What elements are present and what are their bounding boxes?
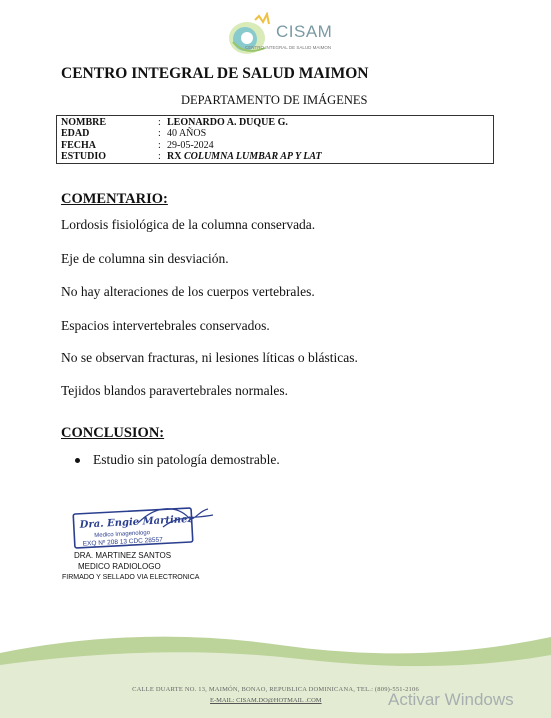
stamp-name: Dra. Engie Martinez <box>79 513 194 531</box>
signer-role: MEDICO RADIOLOGO <box>78 562 161 571</box>
signature-stamp <box>68 497 218 557</box>
comentario-line: Tejidos blandos paravertebrales normales. <box>61 383 288 398</box>
cisam-logo <box>225 12 340 60</box>
edad-separator: : <box>158 128 161 139</box>
comentario-line: Lordosis fisiológica de la columna conservada. <box>61 217 316 232</box>
estudio-prefix: RX <box>167 151 182 162</box>
estudio-separator: : <box>158 151 161 162</box>
edad-value: 40 AÑOS <box>167 128 207 139</box>
signer-name: DRA. MARTINEZ SANTOS <box>74 551 172 560</box>
nombre-separator: : <box>158 117 161 128</box>
comentario-line: Espacios intervertebrales conservados. <box>61 318 270 333</box>
comentario-line: No hay alteraciones de los cuerpos vertebrales. <box>61 284 315 299</box>
patient-info-box <box>56 115 494 164</box>
nombre-label: NOMBRE <box>61 117 106 128</box>
fecha-value: 29-05-2024 <box>167 140 214 151</box>
bullet-icon <box>75 458 80 463</box>
logo-subtitle: CENTRO INTEGRAL DE SALUD MAIMON <box>245 45 332 50</box>
signature-note: FIRMADO Y SELLADO VIA ELECTRONICA <box>62 574 200 581</box>
estudio-name: COLUMNA LUMBAR AP Y LAT <box>183 151 322 162</box>
logo-brand: CISAM <box>276 22 333 41</box>
activation-watermark: Activar Windows <box>388 690 514 709</box>
conclusion-heading: CONCLUSION: <box>61 425 165 441</box>
org-title: CENTRO INTEGRAL DE SALUD MAIMON <box>61 65 369 82</box>
comentario-line: Eje de columna sin desviación. <box>61 251 229 266</box>
fecha-label: FECHA <box>61 140 96 151</box>
estudio-value <box>167 151 322 162</box>
nombre-value: LEONARDO A. DUQUE G. <box>167 117 288 128</box>
footer-email: E-MAIL: CISAM.DO@HOTMAIL .COM <box>210 697 322 704</box>
fecha-separator: : <box>158 140 161 151</box>
stamp-exq: EXQ Nº 208 13 CDC 28557 <box>82 536 163 548</box>
conclusion-text: Estudio sin patología demostrable. <box>93 452 280 467</box>
department-title: DEPARTAMENTO DE IMÁGENES <box>181 93 368 107</box>
comentario-heading: COMENTARIO: <box>61 191 168 207</box>
footer-address: CALLE DUARTE NO. 13, MAIMÓN, BONAO, REPUBLICA DOMINICANA, TEL.: (809)-551-2106 <box>132 686 419 693</box>
edad-label: EDAD <box>61 128 90 139</box>
comentario-line: No se observan fracturas, ni lesiones líticas o blásticas. <box>61 350 358 365</box>
estudio-label: ESTUDIO <box>61 151 107 162</box>
stamp-role: Medico Imagenologo <box>94 530 151 540</box>
